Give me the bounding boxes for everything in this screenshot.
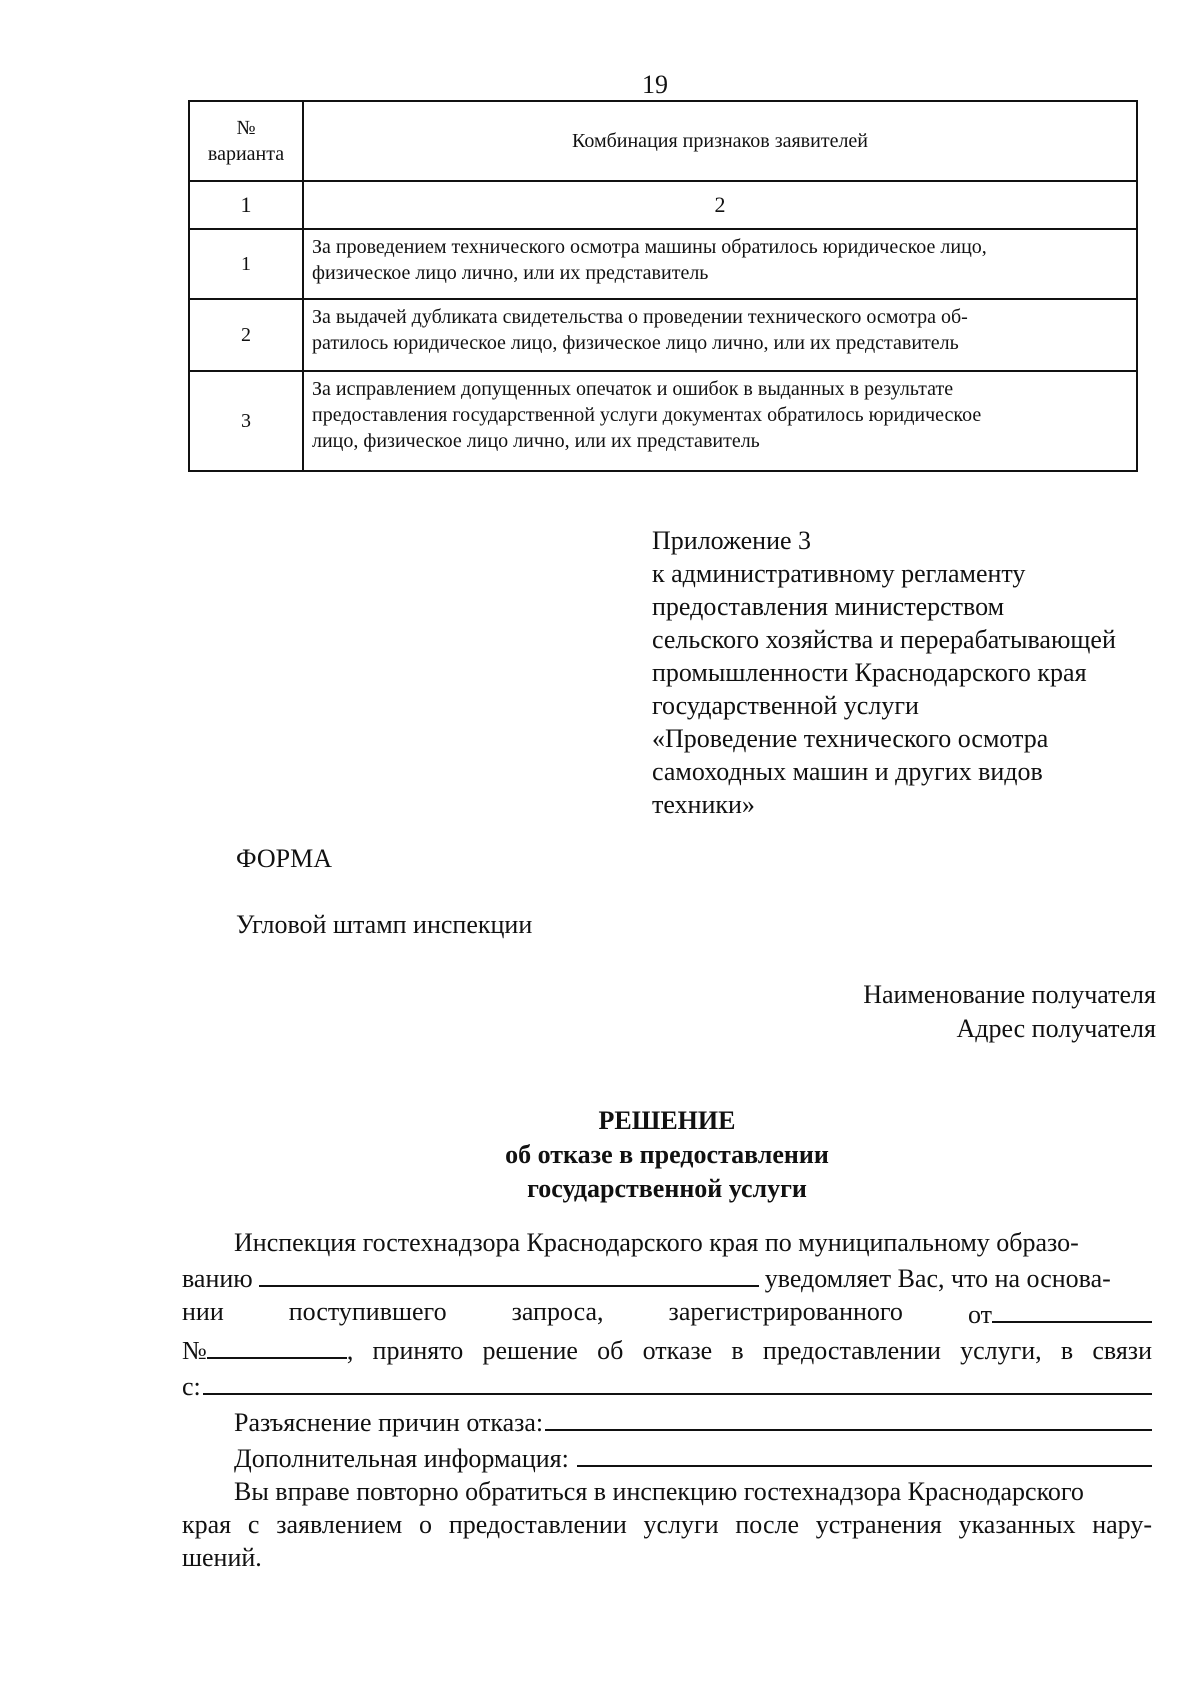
body-word: запроса, [511,1297,604,1326]
recipient-name: Наименование получателя [863,980,1156,1009]
registration-number-blank[interactable] [207,1331,347,1359]
municipality-blank[interactable] [259,1259,759,1287]
row-text-line: За выдачей дубликата свидетельства о проведении технического осмотра об- [312,306,968,328]
extra-info-label: Дополнительная информация: [234,1444,569,1473]
body-line: шений. [182,1543,262,1572]
row-number: 2 [189,299,303,371]
reason-label: Разъяснение причин отказа: [234,1408,544,1437]
appendix-line: сельского хозяйства и перерабатывающей [652,625,1116,654]
row-text-line: физическое лицо лично, или их представитель [312,262,709,284]
registration-date-blank[interactable] [992,1295,1152,1323]
decision-title-block [0,1104,1200,1206]
date-field-group [968,1295,1152,1331]
row-description [303,299,1137,371]
body-line: Вы вправе повторно обратиться в инспекцию гостехнадзора Краснодарского [234,1477,1084,1506]
body-text: , принято решение об отказе в предоставлении услуги, в связи [346,1336,1152,1365]
row-text-line: лицо, физическое лицо лично, или их представитель [312,430,760,452]
row-text-line: предоставления государственной услуги документах обратилось юридическое [312,404,982,426]
table-row [189,229,1137,299]
number-symbol: № [182,1336,207,1365]
inspection-stamp-label: Угловой штамп инспекции [236,910,533,939]
recipient-address: Адрес получателя [956,1014,1156,1043]
reason-explanation-blank[interactable] [545,1403,1152,1431]
body-line [182,1295,1152,1331]
page-number: 19 [642,70,668,99]
header-num-symbol: № [236,117,256,139]
body-line [182,1403,1152,1439]
index-col-1: 1 [189,181,303,229]
row-description [303,371,1137,471]
table-header-row [189,101,1137,181]
appendix-line: Приложение 3 [652,526,812,555]
body-text: уведомляет Вас, что на основа- [764,1264,1111,1293]
appendix-header [652,524,1172,821]
refusal-grounds-blank[interactable] [203,1367,1152,1395]
extra-info-blank[interactable] [577,1439,1152,1467]
row-text-line: За проведением технического осмотра машины обратилось юридическое лицо, [312,236,987,258]
appendix-line: предоставления министерством [652,592,1005,621]
appendix-line: к административному регламенту [652,559,1026,588]
row-text-line: За исправлением допущенных опечаток и ошибок в выданных в результате [312,378,954,400]
body-word: нии [182,1297,224,1326]
table-index-row [189,181,1137,229]
decision-subtitle: об отказе в предоставлении [505,1140,829,1169]
recipient-block [863,978,1156,1046]
header-combination: Комбинация признаков заявителей [303,101,1137,181]
appendix-line: государственной услуги [652,691,919,720]
decision-subtitle: государственной услуги [527,1174,807,1203]
row-description [303,229,1137,299]
row-number: 3 [189,371,303,471]
body-text: с: [182,1372,201,1401]
body-word: от [967,1300,992,1329]
decision-title: РЕШЕНИЕ [598,1106,736,1135]
header-num-label: варианта [207,143,285,165]
body-word: зарегистрированного [668,1297,903,1326]
row-number: 1 [189,229,303,299]
table-row [189,371,1137,471]
body-line [182,1439,1152,1475]
row-text-line: ратилось юридическое лицо, физическое лицо лично, или их представитель [312,332,959,354]
decision-body [182,1226,1152,1574]
index-col-2: 2 [303,181,1137,229]
body-word: поступившего [288,1297,447,1326]
table-row [189,299,1137,371]
appendix-line: промышленности Краснодарского края [652,658,1087,687]
body-line [182,1331,1152,1367]
body-line [182,1367,1152,1403]
appendix-line: техники» [652,790,755,819]
body-line [182,1259,1152,1295]
form-label: ФОРМА [236,844,332,873]
appendix-line: «Проведение технического осмотра [652,724,1049,753]
body-line: края с заявлением о предоставлении услуги после устранения указанных нару- [182,1510,1152,1539]
appendix-line: самоходных машин и других видов [652,757,1043,786]
body-text: ванию [182,1264,253,1293]
header-variant-number [189,101,303,181]
body-line: Инспекция гостехнадзора Краснодарского края по муниципальному образо- [234,1228,1079,1257]
applicant-variants-table [188,100,1138,472]
